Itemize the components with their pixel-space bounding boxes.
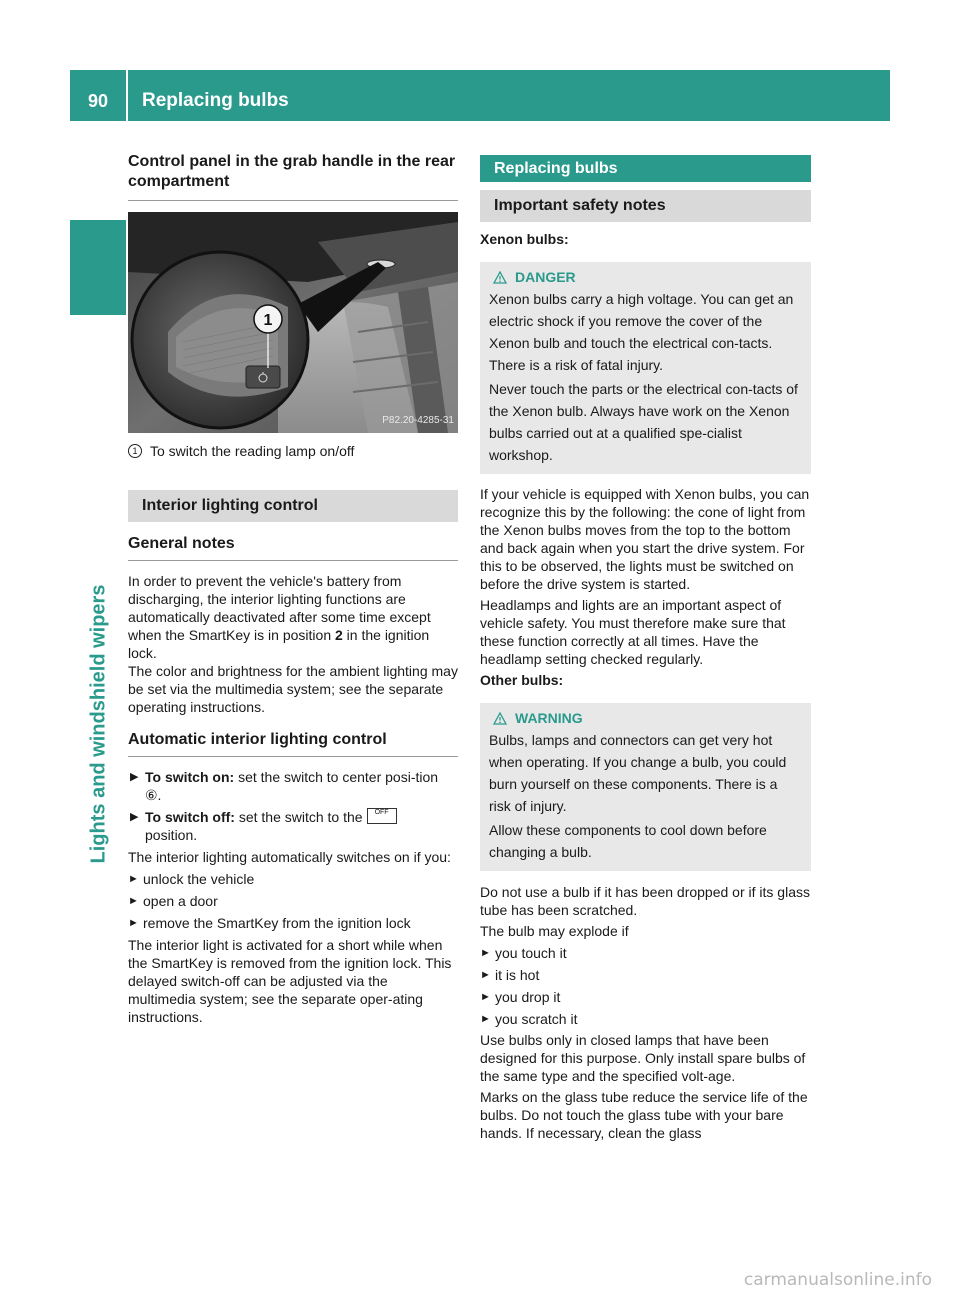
switch-off-tail: position.: [145, 827, 198, 844]
safety-notes-heading: Important safety notes: [480, 190, 811, 222]
general-notes-title: General notes: [128, 535, 235, 552]
bullet-icon: ►: [480, 1013, 491, 1025]
delayed-switch-off-paragraph: The interior light is activated for a short while when the SmartKey is removed from the ignition lock. This delayed switch-off can be adjusted via the multimedia system; see the separate oper-ating instructions.: [128, 937, 452, 1026]
grab-handle-title: Control panel in the grab handle in the rear compartment: [128, 153, 456, 190]
closed-lamps-paragraph: Use bulbs only in closed lamps that have been designed for this purpose. Only install spare bulbs of the same type and the specified volt-age.: [480, 1032, 806, 1084]
off-switch-symbol: OFF: [367, 808, 397, 824]
list-item: [480, 966, 811, 984]
switch-on-text-block: [145, 768, 458, 804]
list-item: [480, 988, 811, 1006]
bullet-icon: ►: [480, 947, 491, 959]
switch-on-label: To switch on:: [145, 769, 235, 785]
list-item: [480, 944, 811, 962]
list-item-text: you drop it: [495, 989, 561, 1005]
list-item-text: remove the SmartKey from the ignition lock: [143, 915, 411, 932]
right-column: [480, 155, 811, 1142]
danger-advice: Never touch the parts or the electrical con-tacts of the Xenon bulb. Always have work on the Xenon bulbs carried out at a qualified spe-cialist workshop.: [489, 381, 798, 463]
list-item-text: you touch it: [495, 945, 567, 961]
warning-title-row: [493, 709, 802, 727]
switch-off-label: To switch off:: [145, 809, 235, 825]
glass-tube-paragraph: Marks on the glass tube reduce the service life of the bulbs. Do not touch the glass tube with your bare hands. If necessary, clean the glass: [480, 1089, 808, 1141]
warning-box: [480, 703, 811, 871]
caption-number: 1: [128, 444, 142, 458]
list-item: [128, 892, 458, 910]
list-item: [128, 914, 458, 932]
warning-triangle-icon: [493, 712, 507, 725]
chapter-tab: [70, 220, 126, 315]
figure-caption: [128, 442, 458, 460]
general-notes-text-end: in the ignition lock.: [128, 627, 430, 661]
list-item: [480, 1010, 811, 1028]
bullet-icon: ►: [128, 895, 139, 908]
headlamp-safety-paragraph: Headlamps and lights are an important aspect of vehicle safety. You must therefore make sure that these function correctly at all times. Have the headlamp setting checked regularly.: [480, 597, 786, 667]
replacing-bulbs-heading: Replacing bulbs: [480, 155, 811, 182]
other-bulbs-label: Other bulbs:: [480, 672, 564, 688]
bullet-icon: ►: [480, 991, 491, 1003]
instruction-arrow-icon: ▶: [130, 771, 139, 783]
warning-triangle-icon: [493, 271, 507, 284]
switch-off-text-block: [145, 808, 397, 844]
warning-text: Bulbs, lamps and connectors can get very hot when operating. If you change a bulb, you could burn yourself on these components. There is a risk of injury.: [489, 732, 787, 814]
list-item-text: it is hot: [495, 967, 540, 983]
page-number: 90: [87, 91, 109, 111]
section-rule: [128, 560, 458, 561]
bullet-icon: ►: [128, 917, 139, 930]
warning-title: WARNING: [515, 710, 583, 726]
caption-text: To switch the reading lamp on/off: [150, 443, 355, 459]
figure-code: P82.20-4285-31: [382, 415, 454, 426]
auto-switch-on-paragraph: The interior lighting automatically switches on if you:: [128, 849, 451, 866]
general-notes-paragraph: [128, 572, 458, 662]
chapter-label: Lights and windshield wipers: [87, 584, 110, 864]
automatic-lighting-title: Automatic interior lighting control: [128, 731, 387, 748]
bullet-icon: ►: [480, 969, 491, 981]
list-item: [128, 870, 458, 888]
header-divider: [126, 70, 128, 121]
danger-box: [480, 262, 811, 474]
xenon-recognition-paragraph: If your vehicle is equipped with Xenon bulbs, you can recognize this by the following: the cone of light from the Xenon bulbs moves from the top to the bottom and back again when you start the drive system. For this to be observed, the lights must be switched on before the drive system is started.: [480, 486, 810, 592]
switch-on-instruction: [128, 768, 458, 804]
danger-text: Xenon bulbs carry a high voltage. You can get an electric shock if you remove the cover of the Xenon bulb and touch the electrical con-tacts. There is a risk of fatal injury.: [489, 291, 794, 373]
danger-title: DANGER: [515, 269, 576, 285]
header-title: Replacing bulbs: [142, 90, 289, 111]
interior-lighting-heading: Interior lighting control: [128, 490, 458, 522]
left-column: [128, 152, 458, 1026]
switch-off-instruction: [128, 808, 458, 844]
instruction-arrow-icon: ▶: [130, 811, 139, 823]
list-item-text: unlock the vehicle: [143, 871, 255, 888]
bullet-icon: ►: [128, 873, 139, 886]
ambient-lighting-paragraph: The color and brightness for the ambient lighting may be set via the multimedia system; see the separate operating instructions.: [128, 663, 458, 715]
figure-callout-1: 1: [263, 312, 273, 329]
watermark: carmanualsonline.info: [743, 1270, 932, 1290]
list-item-text: open a door: [143, 893, 218, 910]
grab-handle-illustration: [128, 212, 458, 433]
grab-handle-figure: [128, 212, 458, 433]
switch-on-text: set the switch to center posi-tion ⑥.: [145, 769, 439, 803]
dropped-bulb-paragraph: Do not use a bulb if it has been dropped or if its glass tube has been scratched.: [480, 884, 810, 918]
section-rule: [128, 756, 458, 757]
general-notes-text: In order to prevent the vehicle's battery from discharging, the interior lighting functions are automatically deactivated after some time except when the SmartKey is in position: [128, 573, 431, 643]
danger-title-row: [493, 268, 802, 286]
xenon-bulbs-label: Xenon bulbs:: [480, 231, 569, 247]
explode-intro: The bulb may explode if: [480, 923, 629, 939]
section-rule: [128, 200, 458, 201]
switch-off-text: set the switch to the: [234, 809, 363, 825]
position-number: 2: [335, 627, 343, 643]
list-item-text: you scratch it: [495, 1011, 578, 1027]
warning-advice: Allow these components to cool down before changing a bulb.: [489, 822, 767, 860]
